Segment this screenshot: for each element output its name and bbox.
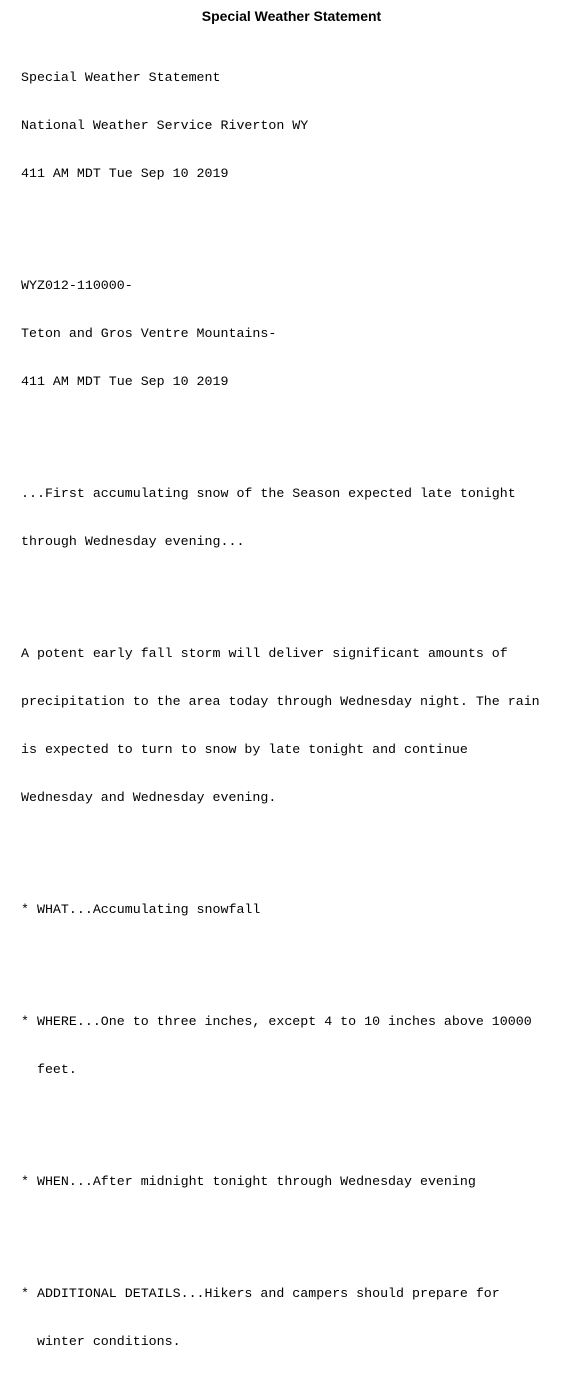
spacer bbox=[21, 582, 583, 598]
where-bullet: * WHERE...One to three inches, except 4 to 10 inches above 10000 bbox=[21, 1014, 532, 1029]
summary-line: precipitation to the area today through Wednesday night. The rain bbox=[21, 694, 540, 709]
spacer bbox=[21, 1110, 583, 1126]
headline-line: ...First accumulating snow of the Season expected late tonight bbox=[21, 486, 516, 501]
summary-line: A potent early fall storm will deliver significant amounts of bbox=[21, 646, 508, 661]
header-line-office: National Weather Service Riverton WY bbox=[21, 118, 309, 133]
zone-code: WYZ012-110000- bbox=[21, 278, 133, 293]
spacer bbox=[21, 1222, 583, 1238]
what-bullet: * WHAT...Accumulating snowfall bbox=[21, 902, 261, 917]
zone-area: Teton and Gros Ventre Mountains- bbox=[21, 326, 277, 341]
spacer bbox=[21, 214, 583, 230]
header-line-issued: 411 AM MDT Tue Sep 10 2019 bbox=[21, 166, 229, 181]
header-line-product: Special Weather Statement bbox=[21, 70, 221, 85]
summary-line: is expected to turn to snow by late tonight and continue bbox=[21, 742, 468, 757]
statement-body bbox=[0, 38, 583, 1382]
details-bullet-continuation: winter conditions. bbox=[21, 1334, 181, 1349]
page-title: Special Weather Statement bbox=[201, 8, 382, 24]
spacer bbox=[21, 838, 583, 854]
summary-line: Wednesday and Wednesday evening. bbox=[21, 790, 277, 805]
spacer bbox=[21, 422, 583, 438]
when-bullet: * WHEN...After midnight tonight through Wednesday evening bbox=[21, 1174, 476, 1189]
zone-issued: 411 AM MDT Tue Sep 10 2019 bbox=[21, 374, 229, 389]
spacer bbox=[21, 950, 583, 966]
where-bullet-continuation: feet. bbox=[21, 1062, 77, 1077]
headline-line: through Wednesday evening... bbox=[21, 534, 245, 549]
details-bullet: * ADDITIONAL DETAILS...Hikers and campers should prepare for bbox=[21, 1286, 500, 1301]
